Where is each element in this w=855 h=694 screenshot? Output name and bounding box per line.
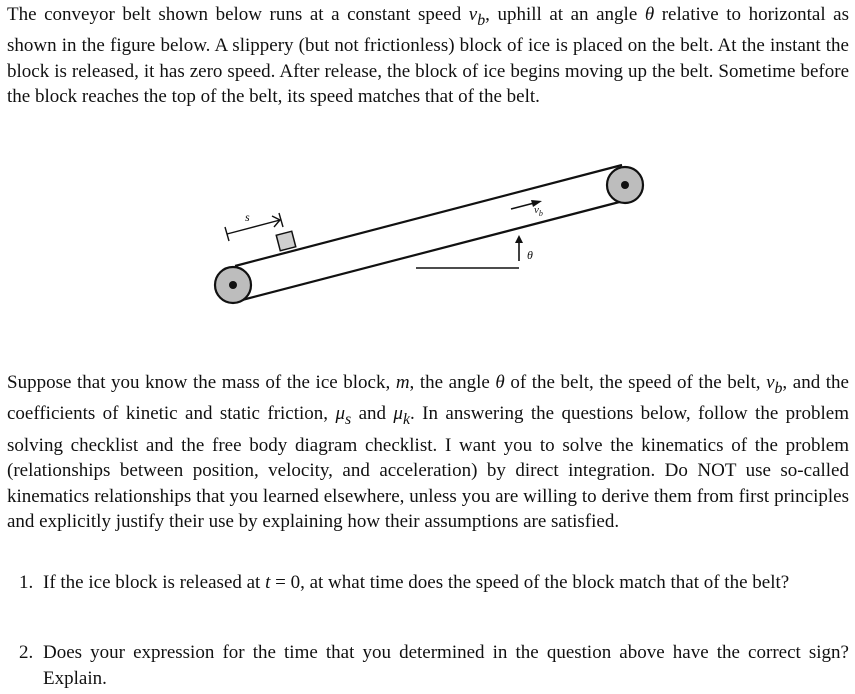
question-1 [7, 570, 849, 596]
problem-paragraph [7, 370, 849, 535]
symbol-mu-k-subscript: k [402, 411, 410, 429]
symbol-v: v [766, 372, 775, 393]
question-number: 2. [19, 642, 34, 663]
question-2 [7, 640, 849, 691]
angle-arrow [515, 235, 523, 261]
question-1-text-1: If the ice block is released at [43, 572, 266, 593]
question-text [43, 570, 849, 596]
symbol-mu-k: μ [393, 403, 403, 425]
symbol-v-subscript: b [477, 11, 486, 29]
problem-text-6: . In answering the questions below, follow the problem solving checklist and the free body diagram checklist. I want you to solve the kinematics of the problem (relationships between position, velocity, and acceleration) by direct integration. Do NOT use so-called kinematics relationships that you learned elsewhere, unless you are willing to derive them from first principles and explicitly justify their use by explaining how their assumptions are satisfied. [7, 403, 849, 533]
problem-text-3: of the belt, the speed of the belt, [504, 372, 767, 393]
intro-text-3: relative to horizontal as shown in the figure below. A slippery (but not frictionless) block of ice is placed on the belt. At the instant the block is released, it has zero speed. After release, the block of ice begins moving up the belt. Sometime before the block reaches the top of the belt, its speed matches that of the belt. [7, 4, 849, 108]
symbol-theta: θ [495, 372, 505, 393]
conveyor-belt-figure [200, 155, 660, 315]
ice-block [276, 231, 296, 251]
top-pulley [607, 167, 643, 203]
label-theta: θ [527, 248, 533, 262]
symbol-v-subscript: b [774, 379, 783, 397]
question-text: Does your expression for the time that you determined in the question above have the correct sign? Explain. [43, 642, 849, 689]
problem-text-2: , the angle [409, 372, 496, 393]
question-1-text-2: = 0, at what time does the speed of the block match that of the belt? [270, 572, 790, 593]
intro-text-2: , uphill at an angle [485, 4, 645, 25]
conveyor-belt-diagram [200, 155, 660, 315]
symbol-m: m [395, 372, 410, 393]
symbol-mu-s-subscript: s [345, 411, 352, 429]
symbol-t: t [265, 572, 271, 593]
label-vb: $v_b$ [534, 204, 543, 218]
problem-text-1: Suppose that you know the mass of the ice block, [7, 372, 396, 393]
problem-text-5: and [351, 403, 394, 425]
question-number: 1. [19, 572, 34, 593]
intro-paragraph [7, 2, 849, 110]
symbol-v: v [468, 4, 478, 25]
symbol-mu-s: μ [335, 403, 345, 425]
bottom-pulley [215, 267, 251, 303]
s-dimension-marker [225, 213, 283, 241]
problem-text-4: , and the coefficients of kinetic and static friction, [7, 372, 849, 425]
intro-text-1: The conveyor belt shown below runs at a constant speed [7, 4, 469, 25]
label-s: s [245, 210, 250, 224]
symbol-theta: θ [644, 4, 655, 25]
